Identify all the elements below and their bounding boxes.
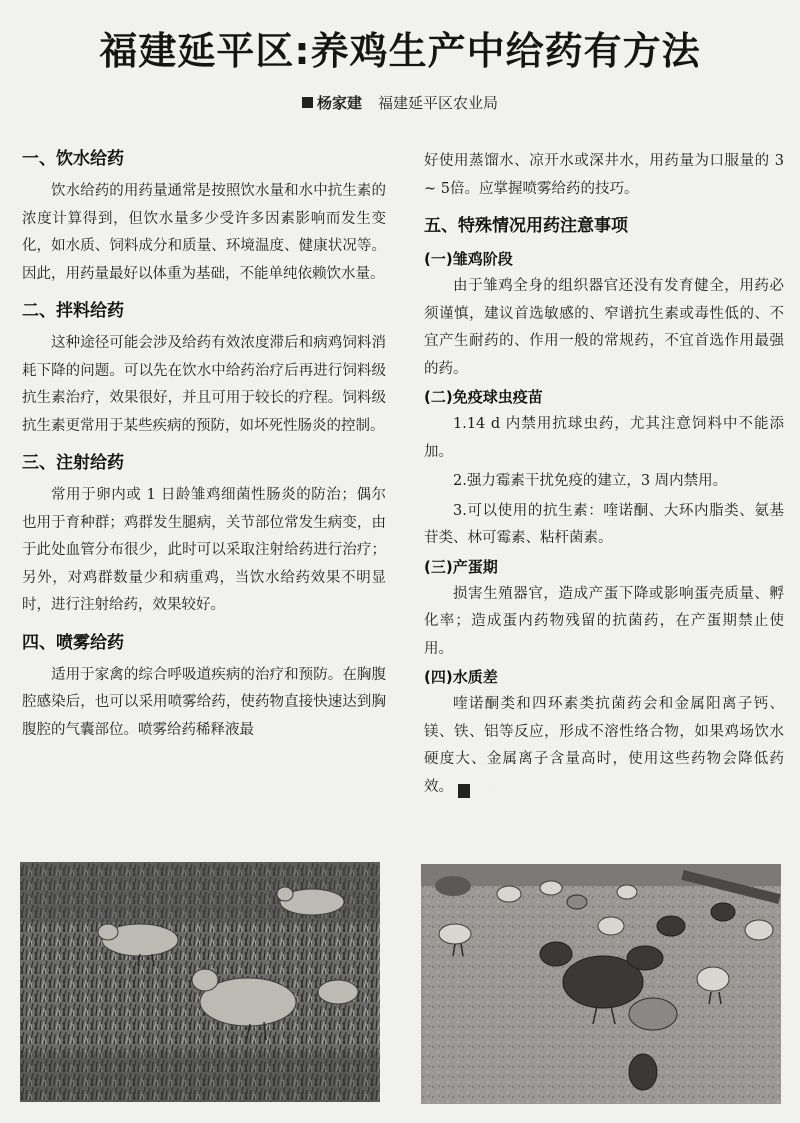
square-bullet-icon (302, 97, 313, 108)
section-heading-5: 五、特殊情况用药注意事项 (424, 216, 628, 236)
section-heading-4: 四、喷雾给药 (22, 632, 124, 653)
section-heading-2: 二、拌料给药 (22, 301, 124, 321)
chickens-in-grass-photo (20, 862, 380, 1102)
chick-stage-paragraph: 由于雏鸡全身的组织器官还没有发育健全，用药必须谨慎，建议首选敏感的、窄谱抗生素或毒性低的、不宜产生耐药的、作用一般的常规药，不宜首选作用最强的药。 (424, 278, 784, 377)
vaccine-item-2: 2.强力霉素干扰免疫的建立，3 周内禁用。 (453, 473, 728, 489)
vaccine-item-3: 3.可以使用的抗生素：喹诺酮、大环内脂类、氨基苷类、林可霉素、粘杆菌素。 (424, 502, 784, 546)
water-quality-text: 喹诺酮类和四环素类抗菌药会和金属阳离子钙、镁、铁、铝等反应，形成不溶性络合物，如果鸡场饮水硬度大、金属离子含量高时，使用这些药物会降低药效。 (424, 696, 784, 795)
section-4-paragraph-continued: 好使用蒸馏水、凉开水或深井水，用药量为口服量的 3 ~ 5倍。应掌握喷雾给药的技巧。 (424, 153, 784, 197)
end-mark-icon: K (458, 784, 470, 798)
subheading-poor-water-quality: (四)水质差 (424, 668, 498, 686)
subheading-chick-stage: (一)雏鸡阶段 (424, 250, 513, 268)
vaccine-item-1: 1.14 d 内禁用抗球虫药，尤其注意饲料中不能添加。 (424, 416, 784, 460)
author-org: 福建延平区农业局 (378, 94, 499, 112)
laying-period-paragraph: 损害生殖器官，造成产蛋下降或影响蛋壳质量、孵化率；造成蛋内药物残留的抗菌药，在产蛋期禁止使用。 (424, 585, 784, 657)
article-title: 福建延平区:养鸡生产中给药有方法 (99, 29, 701, 73)
byline (0, 92, 800, 113)
right-column (424, 148, 784, 801)
water-quality-paragraph (424, 691, 784, 801)
subheading-coccidiosis-vaccine: (二)免疫球虫疫苗 (424, 388, 543, 406)
section-4-paragraph: 适用于家禽的综合呼吸道疾病的治疗和预防。在胸腹腔感染后，也可以采用喷雾给药，使药物直接快速达到胸腹腔的气囊部位。喷雾给药稀释液最 (22, 666, 386, 738)
section-1-paragraph: 饮水给药的用药量通常是按照饮水量和水中抗生素的浓度计算得到，但饮水量多少受许多因素影响而发生变化，如水质、饲料成分和质量、环境温度、健康状况等。因此，用药量最好以体重为基础，不能单纯依赖饮水量。 (22, 183, 386, 282)
chicken-flock-yard-photo (421, 864, 781, 1104)
left-column (22, 148, 386, 744)
subheading-laying-period: (三)产蛋期 (424, 557, 498, 576)
section-2-paragraph: 这种途径可能会涉及给药有效浓度滞后和病鸡饲料消耗下降的问题。可以先在饮水中给药治疗后再进行饲料级抗生素治疗，效果很好，并且可用于较长的疗程。饲料级抗生素更常用于某些疾病的预防，如坏死性肠炎的控制。 (22, 335, 386, 434)
section-heading-3: 三、注射给药 (22, 453, 124, 473)
author-name: 杨家建 (316, 94, 362, 112)
section-3-paragraph: 常用于卵内或 1 日龄雏鸡细菌性肠炎的防治；偶尔也用于育种群；鸡群发生腿病，关节部位常发生病变，由于此处血管分布很少，此时可以采取注射给药进行治疗；另外，对鸡群数量少和病重鸡，当饮水给药效果不明显时，进行注射给药，效果较好。 (22, 487, 386, 613)
section-heading-1: 一、饮水给药 (22, 149, 124, 169)
